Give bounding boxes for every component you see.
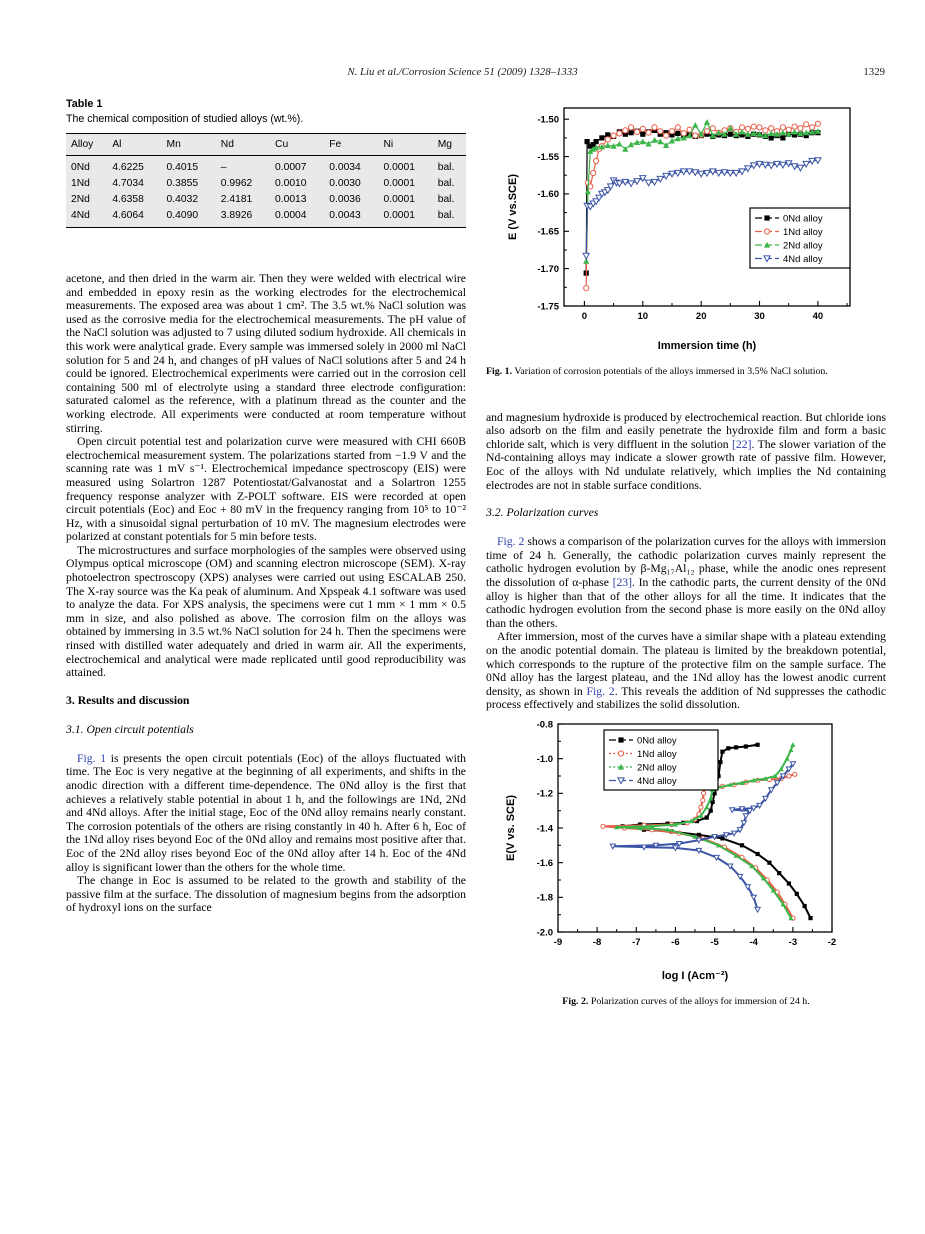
svg-text:-1.65: -1.65 xyxy=(537,226,559,238)
table-caption: The chemical composition of studied alloys (wt.%). xyxy=(66,113,304,125)
figure-1 xyxy=(486,98,886,379)
alloy-composition-table xyxy=(66,133,466,228)
svg-text:0: 0 xyxy=(581,311,588,322)
table-cell: 0.3855 xyxy=(166,178,199,189)
table-cell: 0.0001 xyxy=(383,162,415,173)
table-cell: bal. xyxy=(437,210,455,221)
svg-text:E (V vs.SCE): E (V vs.SCE) xyxy=(507,173,519,241)
paragraph: After immersion, most of the curves have a similar shape with a plateau extending on the anodic potential domain. The plateau is limited by the breakdown potential, which corresponds to the rupture of the protective film on the sample surface. The 0Nd alloy has the largest plateau, and the 1Nd alloy has the lowest anodic current density, as shown in Fig. 2. This reveals the addition of Nd suppresses the cathodic process effectively and stabilizes the solid dissolution. xyxy=(486,630,887,712)
table-cell: 0.0001 xyxy=(383,210,415,221)
table-cell: 0.4090 xyxy=(166,210,199,221)
paragraph: and magnesium hydroxide is produced by electrochemical reaction. But chloride ions also adsorb on the film and easily penetrate the hydroxide film and form a basic chloride salt, which is very diffluent in the solution [22]. The slower variation of the Nd-containing alloys may indicate a slower growth rate of passive film. However, Eoc of the alloys with Nd undulate relatively, which implies the Nd containing electrodes are not in stable surface conditions. xyxy=(486,410,886,492)
paragraph: Fig. 2 shows a comparison of the polarization curves for the alloys with immersion time of 24 h. Generally, the cathodic polarization curves mainly represent the catholic hydrogen evolution by β-Mg₁₇Al₁₂ phase, while the anodic ones represent the dissolution of α-phase [23]. In the cathodic parts, the current density of the 0Nd alloy is higher than that of the other alloys for all the time. It indicates that the cathodic hydrogen evolution from the second phase is more easily on the 0Nd alloy than the others. xyxy=(486,535,886,630)
paragraph: The microstructures and surface morphologies of the samples were observed using Olympus optical microscope (OM) and scanning electron microscope (SEM). X-ray photoelectron spectroscopy (XPS) analyses were carried out using ESCALAB 250. The X-ray source was the Ka peak of aluminum. And Xpspeak 4.1 software was used to analyze the data. For XPS analysis, the specimens were cut 1 mm × 1 mm × 0.5 mm in size, and also polished as above. The corrosion film on the alloys was obtained by immersing in 3.5 wt.% NaCl solution for 24 h. Then the specimens were rinsed with distilled water adequately and dried in warm air. All the experiments, electrochemical and analytical were made replicated until good reproducibility was attained. xyxy=(66,543,466,680)
svg-text:-3: -3 xyxy=(788,936,798,948)
column-header: Mg xyxy=(433,134,466,156)
svg-text:0Nd alloy: 0Nd alloy xyxy=(637,735,677,747)
figure-2-caption xyxy=(486,996,886,1009)
svg-text:0Nd alloy: 0Nd alloy xyxy=(783,213,823,225)
column-header: Ni xyxy=(378,134,432,156)
svg-text:-9: -9 xyxy=(553,936,563,948)
svg-text:10: 10 xyxy=(637,311,649,322)
table-cell: 0.9962 xyxy=(220,178,253,189)
table-cell: 4.6225 xyxy=(112,162,144,173)
column-header: Fe xyxy=(324,134,378,156)
table-cell: 0.0004 xyxy=(275,210,307,221)
table-header xyxy=(66,134,466,156)
fig2-polarization-chart xyxy=(502,712,842,984)
table-cell: 4.7034 xyxy=(112,178,144,189)
svg-text:-2: -2 xyxy=(827,936,837,948)
column-header: Alloy xyxy=(66,134,107,156)
table-row xyxy=(66,156,466,176)
figure-2-caption-text: Polarization curves of the alloys for immersion of 24 h. xyxy=(590,995,810,1007)
table-cell: 0.0043 xyxy=(329,210,361,221)
table-cell: 3.8926 xyxy=(220,210,253,221)
column-header: Mn xyxy=(162,134,216,156)
svg-text:-1.70: -1.70 xyxy=(537,263,559,275)
citation-link[interactable]: [23] xyxy=(612,575,633,589)
column-header: Nd xyxy=(216,134,270,156)
svg-text:-5: -5 xyxy=(710,936,719,948)
table-cell: 0.0034 xyxy=(329,162,361,173)
table-cell: 4Nd xyxy=(71,210,90,221)
svg-text:-0.8: -0.8 xyxy=(536,719,553,731)
right-column xyxy=(486,98,886,1008)
svg-text:-2.0: -2.0 xyxy=(536,927,553,939)
table-cell: 0.4032 xyxy=(166,194,199,205)
svg-text:40: 40 xyxy=(812,311,824,322)
paragraph: acetone, and then dried in the warm air. Then they were welded with electrical wire and embedded in epoxy resin as the working electrodes for the electrochemical measurements. The exposed area was about 1 cm². The 3.5 wt.% NaCl solution was used as the corrosive media for the electrochemical measurements. The pH value of the NaCl solution was adjusted to 7 using diluted sodium hydroxide. All chemicals in this work were analytical grade. Every sample was immersed solely in 2000 ml NaCl solution for 5 and 24 h, and changes of pH values of NaCl solutions after 5 and 24 h could be ignored. Electrochemical experiments were carried out in the corrosion cell containing 500 ml of electrolyte using a standard three electrode configuration: saturated calomel as the reference, with a platinum thread as the counter and the working electrode. All experiments were conducted at room temperature without stirring. xyxy=(66,272,466,435)
paragraph: The change in Eoc is assumed to be related to the growth and stability of the passive film at the surface. The dissolution of magnesium begins from the adsorption of hydroxyl ions on the surface xyxy=(66,874,466,915)
page-number: 1329 xyxy=(863,66,885,78)
column-header: Al xyxy=(107,134,161,156)
citation-link[interactable]: Fig. 2 xyxy=(497,535,525,549)
citation-link[interactable]: Fig. 1 xyxy=(77,751,107,765)
svg-text:1Nd alloy: 1Nd alloy xyxy=(783,226,823,238)
table-cell: 0.0013 xyxy=(275,194,307,205)
table-cell: 2Nd xyxy=(71,194,90,205)
svg-text:1Nd alloy: 1Nd alloy xyxy=(637,748,677,760)
table-cell: 0.0030 xyxy=(329,178,361,189)
svg-text:-6: -6 xyxy=(671,936,680,948)
table-label: Table 1 xyxy=(66,98,103,110)
table-row xyxy=(66,176,466,192)
svg-text:E(V vs. SCE): E(V vs. SCE) xyxy=(505,794,517,861)
svg-text:-1.75: -1.75 xyxy=(537,301,559,313)
svg-text:-1.55: -1.55 xyxy=(537,151,559,163)
table-cell: 0.0007 xyxy=(275,162,307,173)
table-cell: bal. xyxy=(437,178,455,189)
column-header: Cu xyxy=(270,134,324,156)
svg-text:-1.8: -1.8 xyxy=(536,892,553,904)
table-cell: – xyxy=(220,162,227,173)
svg-text:Immersion time (h): Immersion time (h) xyxy=(657,340,757,352)
svg-text:-7: -7 xyxy=(632,936,641,948)
svg-text:4Nd alloy: 4Nd alloy xyxy=(783,253,823,265)
table-cell: 0.0036 xyxy=(329,194,361,205)
svg-text:-1.2: -1.2 xyxy=(536,788,553,800)
section-heading-results: 3. Results and discussion xyxy=(66,693,190,707)
table-cell: bal. xyxy=(437,162,455,173)
paragraph: Fig. 1 is presents the open circuit potentials (Eoc) of the alloys fluctuated with time. The Eoc is very negative at the beginning of all experiments, and shifts in the anodic direction with a different time-dependence. The 0Nd alloy is the first that achieves a relatively stable potential in about 1 h, and the followings are 1Nd, 2Nd and 4Nd alloys. After the initial stage, Eoc of the 0Nd alloy remains nearly constant. The corrosion potentials of the others are rising constantly in 40 h. After 6 h, Eoc of the 1Nd alloy rises beyond Eoc of the 0Nd alloy and remains most positive after that. Eoc of the 2Nd alloy rises beyond Eoc of the 0Nd alloy after 14 h. Eoc of the 4Nd alloy is significant lower than the others for the whole time. xyxy=(66,751,467,874)
table-cell: 0Nd xyxy=(71,162,90,173)
svg-text:2Nd alloy: 2Nd alloy xyxy=(637,762,677,774)
subsection-heading-ocp: 3.1. Open circuit potentials xyxy=(66,722,194,736)
paragraph: Open circuit potential test and polarization curve were measured with CHI 660B electrochemical measurement system. The polarizations started from −1.9 V and the scanning rate was 1 mV s⁻¹. Electrochemical impedance spectroscopy (EIS) were measured using Solartron 1287 Potentiostat/Galvanostat and a Solartron 1255 frequency response analyzer with Z-POLT software. EIS were recorded at open circuit potentials (Eoc) and Eoc + 80 mV in the frequency ranging from 10⁵ to 10⁻² Hz, with a sinusoidal signal perturbation of 10 mV. The magnesium electrodes were polarized at constant potentials for 5 min before tests. xyxy=(66,435,466,544)
svg-text:-1.6: -1.6 xyxy=(536,857,553,869)
figure-1-caption xyxy=(486,366,886,379)
svg-text:2Nd alloy: 2Nd alloy xyxy=(783,240,823,252)
svg-text:log I (Acm⁻²): log I (Acm⁻²) xyxy=(661,969,729,982)
svg-text:-1.60: -1.60 xyxy=(537,189,559,201)
running-head: N. Liu et al./Corrosion Science 51 (2009) 1328–1333 xyxy=(347,66,578,78)
svg-text:-8: -8 xyxy=(592,936,602,948)
figure-1-caption-label: Fig. 1. xyxy=(486,366,513,377)
table-cell: 4.6358 xyxy=(112,194,144,205)
svg-text:4Nd alloy: 4Nd alloy xyxy=(637,775,677,787)
table-row xyxy=(66,192,466,208)
table-cell: 4.6064 xyxy=(112,210,144,221)
svg-text:-4: -4 xyxy=(749,936,758,948)
table-cell: 0.0001 xyxy=(383,194,415,205)
table-cell: bal. xyxy=(437,194,455,205)
figure-2 xyxy=(486,712,886,1009)
citation-link[interactable]: Fig. 2 xyxy=(586,684,615,698)
subsection-heading-polarization: 3.2. Polarization curves xyxy=(486,506,599,520)
figure-1-caption-text: Variation of corrosion potentials of the alloys immersed in 3.5% NaCl solution. xyxy=(514,366,828,377)
svg-text:30: 30 xyxy=(754,311,765,322)
left-column xyxy=(66,98,466,915)
figure-2-caption-label: Fig. 2. xyxy=(562,995,589,1007)
svg-text:20: 20 xyxy=(695,311,707,322)
table-cell: 2.4181 xyxy=(220,194,253,205)
table-cell: 1Nd xyxy=(71,178,90,189)
svg-text:-1.4: -1.4 xyxy=(536,823,553,835)
table-cell: 0.4015 xyxy=(166,162,199,173)
table-1-block xyxy=(66,98,466,228)
svg-text:-1.50: -1.50 xyxy=(537,114,559,126)
table-cell: 0.0010 xyxy=(275,178,307,189)
table-cell: 0.0001 xyxy=(383,178,415,189)
fig1-ocp-chart xyxy=(504,98,864,354)
citation-link[interactable]: [22] xyxy=(732,437,752,451)
table-row xyxy=(66,208,466,228)
svg-text:-1.0: -1.0 xyxy=(536,753,553,765)
